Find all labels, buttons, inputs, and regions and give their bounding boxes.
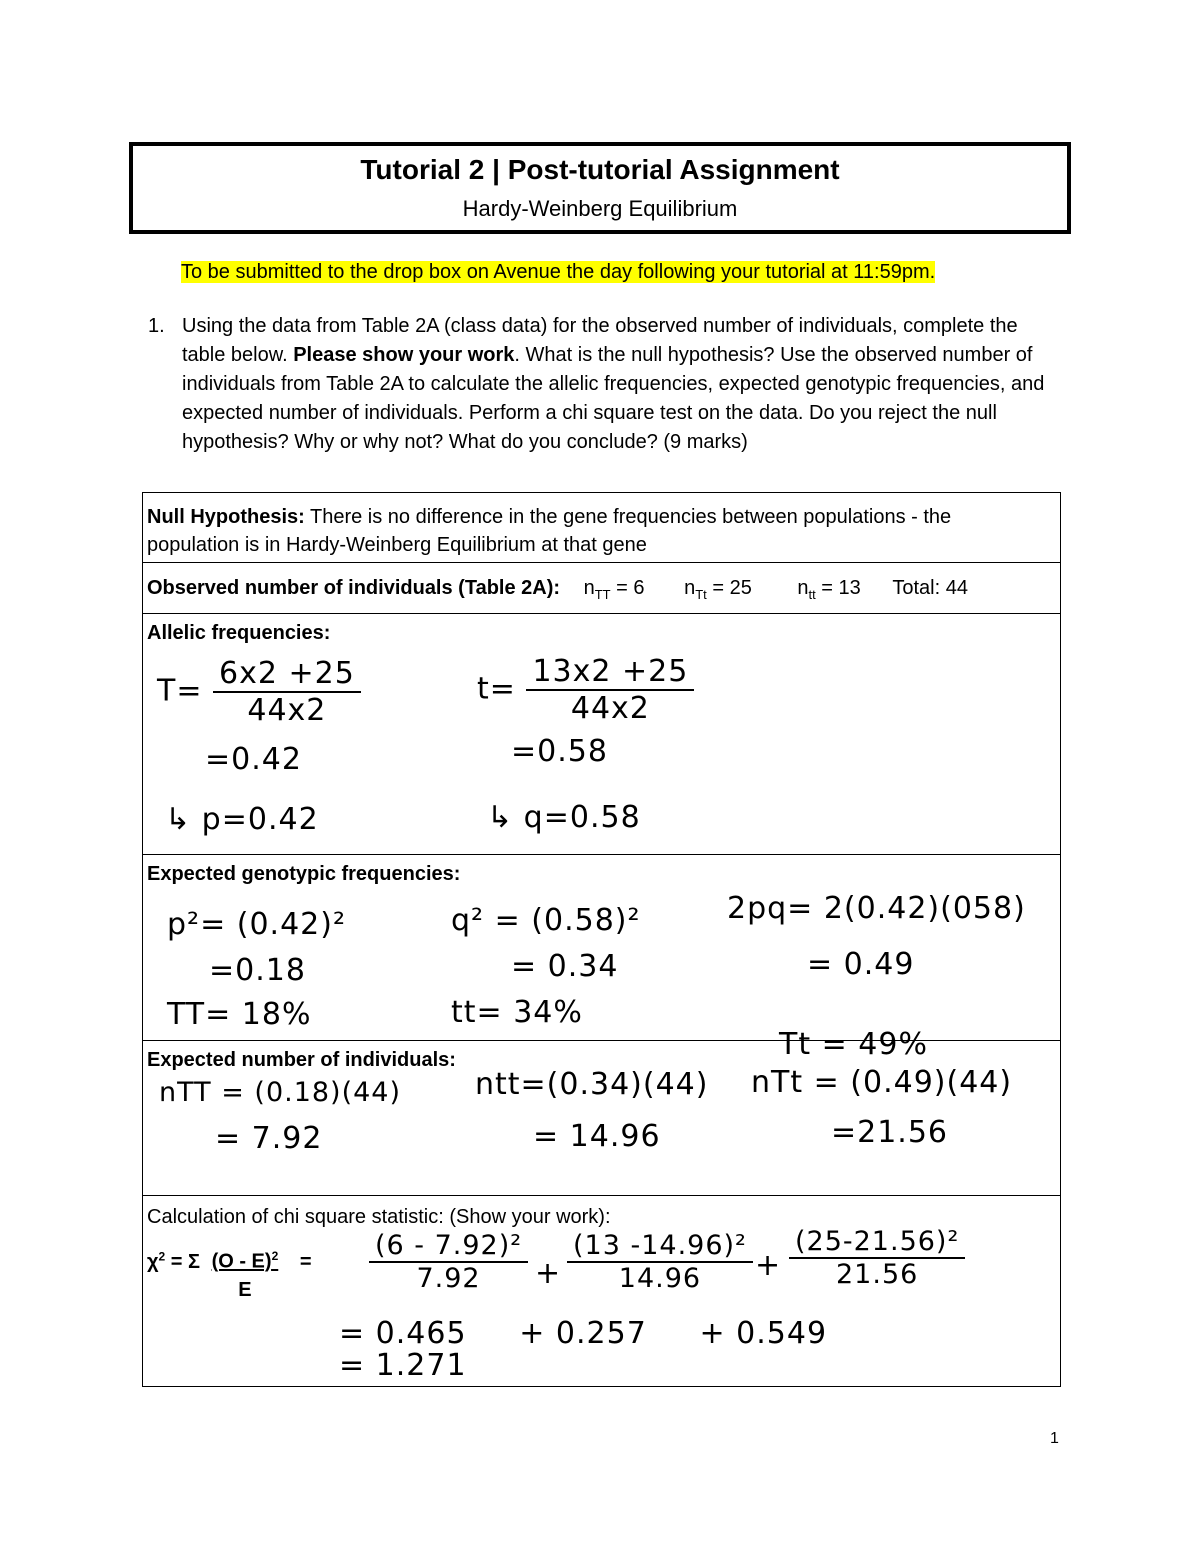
page-number: 1	[1050, 1430, 1059, 1447]
q-result: ↳ q=0.58	[487, 800, 641, 835]
plus-sign-1: +	[535, 1256, 562, 1291]
allele-T-calc: T= $\frac{6x2 +25}{44x2}$	[157, 656, 361, 728]
q2-equation: q² = (0.58)²	[451, 903, 641, 938]
allelic-label	[147, 622, 330, 645]
expected-number-label-text: Expected number of individuals:	[147, 1049, 456, 1071]
allelic-row	[143, 614, 1060, 855]
observed-ntt: 13	[838, 577, 861, 599]
t-numerator: 13x2 +25	[526, 654, 694, 691]
chi-square-formula: $\chi^2 = \Sigma$ $\frac{(O - E)^2}{E}$ =	[147, 1249, 312, 1301]
observed-label-text: Observed number of individuals (Table 2A):	[147, 577, 561, 599]
observed-nTt: 25	[729, 577, 752, 599]
genotypic-label	[147, 863, 460, 886]
chi-term-2-num: (13 -14.96)²	[567, 1230, 753, 1263]
null-hypothesis	[147, 503, 1027, 559]
submission-notice-text: To be submitted to the drop box on Avenue the day following your tutorial at 11:59pm.	[181, 261, 936, 283]
question-text	[182, 312, 1058, 457]
2pq-equation: 2pq= 2(0.42)(058)	[727, 891, 1026, 926]
chi-term-1-den: 7.92	[416, 1263, 481, 1294]
answer-table	[142, 492, 1061, 1387]
T-result: =0.42	[205, 742, 302, 777]
chi-square-row	[143, 1196, 1060, 1384]
nTt-equation: nTt = (0.49)(44)	[751, 1065, 1013, 1100]
T-numerator: 6x2 +25	[213, 656, 361, 693]
question-text-b: . What is the null hypothesis? Use the observed number of individuals from Table 2A to calculate the allelic frequencies, expected genotypic frequencies, and expected number of individuals. Perform a chi square test on the data. Do you reject the null hypothesis? Why or why not? What do you conclude? (9 marks)	[182, 344, 1045, 453]
nTT-result: = 7.92	[215, 1121, 323, 1156]
page-subtitle: Hardy-Weinberg Equilibrium	[462, 196, 738, 221]
chi-square-label: Calculation of chi square statistic: (Show your work):	[147, 1206, 611, 1228]
chi-term-1-num: (6 - 7.92)²	[369, 1230, 528, 1263]
chi-term-3-den: 21.56	[836, 1259, 919, 1290]
page-title: Tutorial 2 | Post-tutorial Assignment	[360, 154, 840, 185]
nTt-result: =21.56	[831, 1115, 949, 1150]
T-denominator: 44x2	[247, 693, 327, 728]
chi-term-3	[789, 1226, 965, 1290]
t-denominator: 44x2	[570, 691, 650, 726]
question-bold: Please show your work	[293, 344, 515, 366]
genotypic-label-text: Expected genotypic frequencies:	[147, 863, 461, 885]
expected-number-row	[143, 1041, 1060, 1196]
p2-equation: p²= (0.42)²	[167, 907, 346, 942]
title-box	[129, 142, 1071, 234]
expected-number-label	[147, 1049, 456, 1072]
observed-nTT: 6	[633, 577, 645, 599]
ntt-equation: ntt=(0.34)(44)	[475, 1067, 709, 1102]
p2-result: =0.18	[209, 953, 306, 988]
observed-row	[143, 563, 1060, 614]
question-1	[148, 312, 1058, 457]
p-result: ↳ p=0.42	[165, 802, 319, 837]
chi-term-1	[369, 1230, 528, 1294]
2pq-result: = 0.49	[807, 947, 915, 982]
observed-total: Total: 44	[892, 577, 968, 599]
submission-notice	[181, 259, 935, 285]
question-text-a: Using the data from Table 2A (class data) for the observed number of individuals, complete the table below.	[182, 315, 1018, 366]
Tt-percent: Tt = 49%	[779, 1027, 928, 1062]
nTT-equation: nTT = (0.18)(44)	[159, 1077, 402, 1108]
question-number: 1.	[148, 315, 165, 337]
tt-percent: tt= 34%	[451, 995, 583, 1030]
plus-sign-2: +	[755, 1248, 782, 1283]
chi-term-2	[567, 1230, 753, 1294]
null-hypothesis-label: Null Hypothesis:	[147, 506, 305, 528]
chi-term-2-den: 14.96	[618, 1263, 702, 1294]
observed-label: Observed number of individuals (Table 2A): $n_{TT} = 6$ $n_{Tt} = 25$ $n_{tt} = 13$ Total: 44	[147, 577, 968, 602]
TT-percent: TT= 18%	[167, 997, 312, 1032]
q2-result: = 0.34	[511, 949, 619, 984]
allelic-label-text: Allelic frequencies:	[147, 622, 331, 644]
chi-term-3-num: (25-21.56)²	[789, 1226, 965, 1259]
null-hypothesis-row	[143, 493, 1060, 563]
allele-t-calc: t= $\frac{13x2 +25}{44x2}$	[477, 654, 694, 726]
ntt-result: = 14.96	[533, 1119, 661, 1154]
null-hypothesis-text: There is no difference in the gene frequencies between populations - the population is in Hardy-Weinberg Equilibrium at that gene	[147, 506, 952, 556]
chi-total: = 1.271	[339, 1348, 467, 1383]
chi-terms: = 0.465 + 0.257 + 0.549	[339, 1316, 828, 1351]
t-result: =0.58	[511, 734, 608, 769]
